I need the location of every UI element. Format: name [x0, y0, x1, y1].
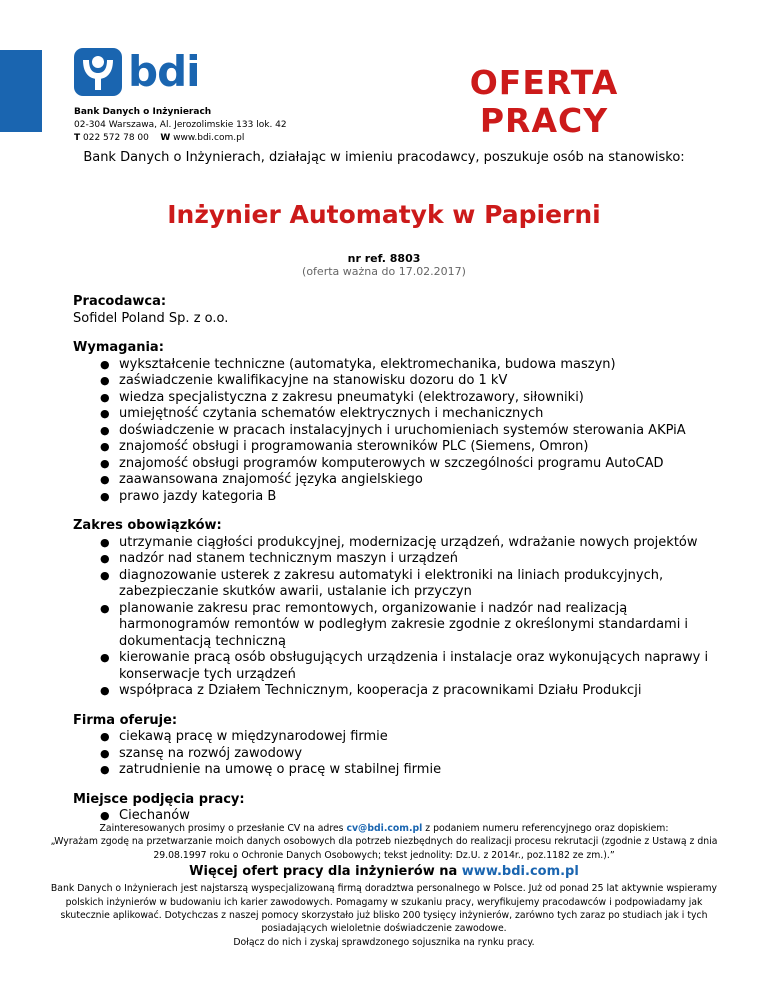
- intro-text: Bank Danych o Inżynierach, działając w imieniu pracodawcy, poszukuje osób na stanowisko:: [83, 150, 685, 165]
- list-item: [73, 650, 713, 683]
- list-item-text: szansę na rozwój zawodowy: [119, 745, 303, 761]
- list-item: [73, 456, 713, 473]
- list-item: [73, 535, 713, 552]
- list-item: [73, 472, 713, 489]
- list-item-text: prawo jazdy kategoria B: [119, 488, 277, 504]
- list-item: [73, 601, 713, 651]
- bullet-icon: ●: [100, 423, 110, 437]
- apply-email-link[interactable]: cv@bdi.com.pl: [346, 823, 423, 834]
- company-contact: [74, 132, 287, 145]
- requirements-heading: Wymagania:: [73, 340, 164, 355]
- list-item: [73, 568, 713, 601]
- list-item: [73, 357, 713, 374]
- list-item-text: wiedza specjalistyczna z zakresu pneumatyki (elektrozawory, siłowniki): [119, 389, 584, 405]
- list-item-text: ciekawą pracę w międzynarodowej firmie: [119, 729, 388, 744]
- list-item: [73, 746, 713, 763]
- more-offers-link[interactable]: www.bdi.com.pl: [461, 864, 579, 880]
- company-phone: 022 572 78 00: [83, 133, 149, 143]
- list-item-text: utrzymanie ciągłości produkcyjnej, modernizację urządzeń, wdrażanie nowych projektów: [119, 534, 698, 550]
- more-offers: [46, 863, 722, 881]
- company-web: www.bdi.com.pl: [173, 133, 245, 143]
- company-name: Bank Danych o Inżynierach: [74, 107, 212, 117]
- bullet-icon: ●: [100, 651, 110, 664]
- list-item-text: wykształcenie techniczne (automatyka, elektromechanika, budowa maszyn): [119, 356, 616, 372]
- bdi-logo: [74, 48, 200, 96]
- bullet-icon: ●: [100, 601, 110, 615]
- bullet-icon: ●: [100, 684, 110, 697]
- bullet-icon: ●: [100, 489, 110, 503]
- offer-heading-line2: PRACY: [479, 101, 609, 140]
- list-item: [73, 489, 713, 506]
- offer-validity: (oferta ważna do 17.02.2017): [302, 265, 466, 278]
- bullet-icon: ●: [100, 440, 110, 453]
- list-item: [73, 683, 713, 700]
- bullet-icon: ●: [100, 535, 110, 549]
- employer-heading: Pracodawca:: [73, 294, 167, 309]
- phone-label: T: [74, 133, 81, 143]
- list-item: [73, 373, 713, 390]
- bullet-icon: ●: [100, 746, 110, 760]
- offer-section-heading: Firma oferuje:: [73, 712, 178, 728]
- company-address: 02-304 Warszawa, Al. Jerozolimskie 133 lok. 42: [74, 120, 287, 130]
- list-item-text: planowanie zakresu prac remontowych, organizowanie i nadzór nad realizacją harmonogramów remontów w podległym zakresie zgodnie z określonymi standardami i dokumentacją techniczną: [119, 600, 689, 649]
- closing-line: Dołącz do nich i zyskaj sprawdzonego sojusznika na rynku pracy.: [233, 936, 535, 948]
- bullet-icon: ●: [100, 568, 110, 582]
- company-info: [74, 106, 287, 145]
- requirements-list: [73, 357, 713, 506]
- location-section: [73, 792, 713, 825]
- requirements-section: [73, 340, 713, 505]
- list-item-text: kierowanie pracą osób obsługujących urządzenia i instalacje oraz wykonujących naprawy i konserwacje tych urządzeń: [119, 650, 709, 682]
- list-item-text: znajomość obsługi programów komputerowych w szczególności programu AutoCAD: [119, 455, 664, 471]
- bullet-icon: ●: [100, 407, 110, 420]
- employer-section: [73, 294, 713, 327]
- about-company: Bank Danych o Inżynierach jest najstarszą wyspecjalizowaną firmą doradztwa personalnego w Polsce. Już od ponad 25 lat aktywnie wspieramy polskich inżynierów w budowaniu ich karier zawodowych. Pomagamy w szukaniu pracy, weryfikujemy pracodawców i podpowiadamy jak skutecznie aplikować. Dotychczas z naszej pomocy skorzystało już blisko 200 tysięcy inżynierów, zarówno tych zaraz po studiach jak i tych posiadających wieloletnie doświadczenie zawodowe.: [50, 883, 718, 935]
- bullet-icon: ●: [100, 357, 110, 371]
- bullet-icon: ●: [100, 473, 110, 486]
- offer-heading: [440, 64, 648, 140]
- duties-list: [73, 535, 713, 700]
- offer-content: [73, 294, 713, 838]
- list-item-text: zatrudnienie na umowę o pracę w stabilnej firmie: [119, 762, 442, 777]
- bullet-icon: ●: [100, 809, 110, 822]
- consent-clause: „Wyrażam zgodę na przetwarzanie moich danych osobowych dla potrzeb niezbędnych do realizacji procesu rekrutacji (zgodnie z Ustawą z dnia 29.08.1997 roku o Ochronie Danych Osobowych; tekst jednolity: Dz.U. z 2014r., poz.1182 ze zm.).”: [50, 836, 718, 861]
- offer-section: [73, 713, 713, 779]
- list-item: [73, 406, 713, 423]
- list-item: [73, 762, 713, 779]
- list-item-text: zaawansowana znajomość języka angielskiego: [119, 472, 423, 487]
- bullet-icon: ●: [100, 763, 110, 776]
- offer-heading-line1: OFERTA: [469, 63, 619, 102]
- list-item-text: nadzór nad stanem technicznym maszyn i urządzeń: [119, 551, 458, 566]
- offer-list: [73, 729, 713, 779]
- bdi-logo-icon: [74, 48, 122, 96]
- list-item-text: umiejętność czytania schematów elektrycznych i mechanicznych: [119, 406, 544, 421]
- bullet-icon: ●: [100, 552, 110, 565]
- bullet-icon: ●: [100, 390, 110, 404]
- duties-heading: Zakres obowiązków:: [73, 518, 222, 533]
- list-item: [73, 390, 713, 407]
- list-item: [73, 439, 713, 456]
- bullet-icon: ●: [100, 374, 110, 387]
- list-item-text: współpraca z Działem Technicznym, kooperacja z pracownikami Działu Produkcji: [119, 683, 642, 698]
- logo-wordmark: bdi: [128, 47, 200, 96]
- list-item-text: zaświadczenie kwalifikacyjne na stanowisku dozoru do 1 kV: [119, 373, 508, 388]
- location-heading: Miejsce podjęcia pracy:: [73, 791, 245, 807]
- reference-number: nr ref. 8803: [347, 252, 421, 265]
- duties-section: [73, 518, 713, 700]
- list-item: [73, 729, 713, 746]
- web-label: W: [160, 133, 171, 143]
- apply-text-before: Zainteresowanych prosimy o przesłanie CV na adres: [99, 823, 347, 834]
- list-item: [73, 551, 713, 568]
- apply-instructions: [46, 822, 722, 835]
- list-item-text: diagnozowanie usterek z zakresu automatyki i elektroniki na liniach produkcyjnych, zabezpieczanie skutków awarii, ustalanie ich przyczyn: [119, 567, 664, 599]
- footer: [46, 822, 722, 949]
- apply-text-after: z podaniem numeru referencyjnego oraz dopiskiem:: [422, 823, 669, 834]
- bullet-icon: ●: [100, 456, 110, 470]
- employer-name: Sofidel Poland Sp. z o.o.: [73, 310, 229, 326]
- list-item-text: Ciechanów: [119, 808, 190, 823]
- bullet-icon: ●: [100, 730, 110, 743]
- list-item-text: doświadczenie w pracach instalacyjnych i uruchomieniach systemów sterowania AKPiA: [119, 422, 686, 438]
- list-item: [73, 423, 713, 440]
- job-title: Inżynier Automatyk w Papierni: [167, 200, 601, 229]
- corner-accent-bar: [0, 50, 42, 132]
- list-item-text: znajomość obsługi i programowania sterowników PLC (Siemens, Omron): [119, 439, 589, 454]
- more-offers-text: Więcej ofert pracy dla inżynierów na: [189, 864, 462, 880]
